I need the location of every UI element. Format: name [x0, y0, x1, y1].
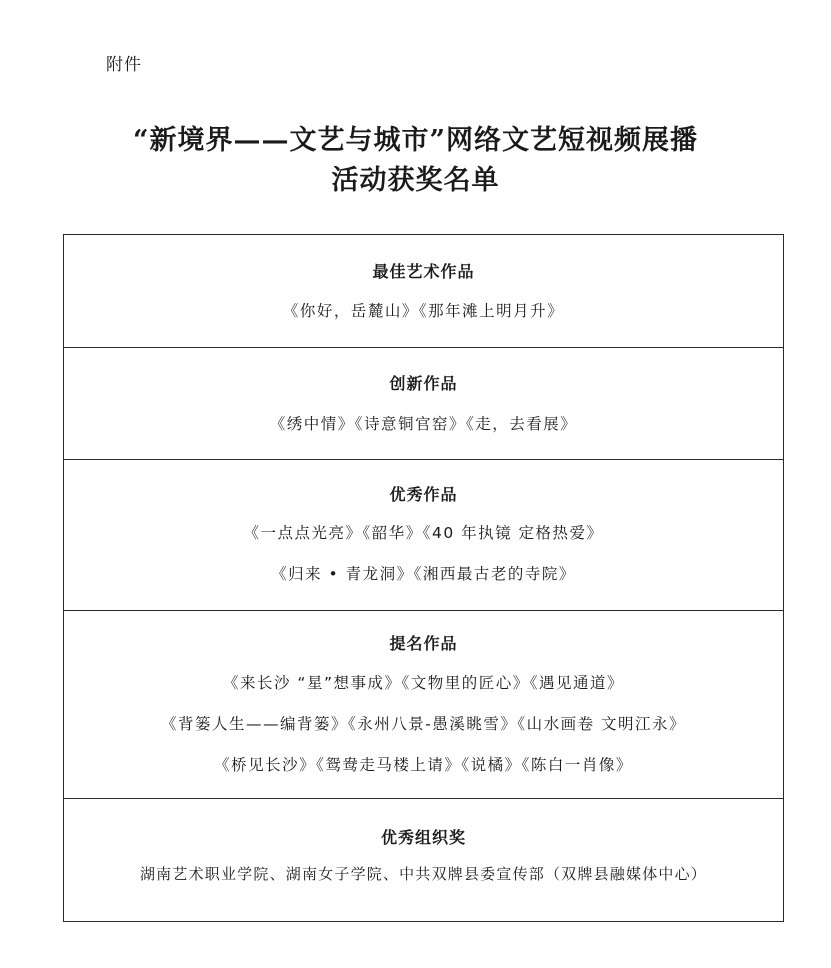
award-section-excellent	[64, 460, 783, 611]
award-section-innovation	[64, 348, 783, 460]
section-heading: 最佳艺术作品	[372, 262, 475, 281]
document-title-line-2: 活动获奖名单	[331, 165, 500, 196]
section-heading: 创新作品	[389, 374, 458, 393]
section-heading: 提名作品	[389, 634, 458, 653]
award-section-best-art	[64, 235, 783, 348]
section-heading: 优秀作品	[389, 485, 458, 504]
organization-list-line: 湖南艺术职业学院、湖南女子学院、中共双牌县委宣传部（双牌县融媒体中心）	[139, 865, 707, 883]
work-list-line: 《归来 • 青龙洞》《湘西最古老的寺院》	[271, 565, 576, 583]
work-list-line: 《你好，岳麓山》《那年滩上明月升》	[282, 302, 565, 320]
work-list-line: 《绣中情》《诗意铜官窑》《走，去看展》	[269, 415, 578, 433]
work-list-line: 《桥见长沙》《鸳鸯走马楼上请》《说橘》《陈白一肖像》	[214, 756, 633, 774]
work-list-line: 《一点点光亮》《韶华》《40 年执镜 定格热爱》	[243, 524, 604, 542]
award-section-organization	[64, 799, 783, 921]
award-section-nominated	[64, 611, 783, 799]
section-heading: 优秀组织奖	[380, 828, 466, 847]
work-list-line: 《来长沙 “星”想事成》《文物里的匠心》《遇见通道》	[223, 674, 624, 692]
work-list-line: 《背篓人生——编背篓》《永州八景-愚溪眺雪》《山水画卷 文明江永》	[160, 715, 687, 733]
attachment-label: 附件	[106, 55, 142, 75]
award-list-table	[63, 234, 784, 922]
document-title-line-1: “新境界——文艺与城市”网络文艺短视频展播	[132, 125, 699, 156]
